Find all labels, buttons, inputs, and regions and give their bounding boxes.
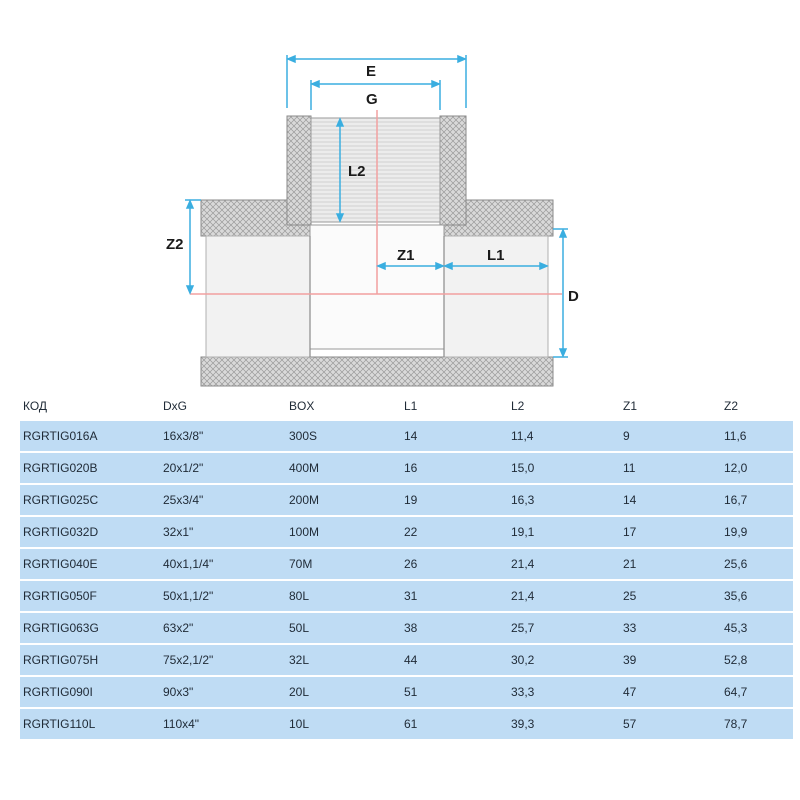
cell-dxg: 25x3/4" xyxy=(163,483,289,515)
cell-l1: 38 xyxy=(404,611,511,643)
header-l2: L2 xyxy=(511,393,623,419)
cell-dxg: 32x1" xyxy=(163,515,289,547)
label-e: E xyxy=(366,63,377,80)
cell-dxg: 16x3/8" xyxy=(163,419,289,451)
cell-z2: 64,7 xyxy=(724,675,793,707)
cell-z2: 12,0 xyxy=(724,451,793,483)
cell-l1: 51 xyxy=(404,675,511,707)
cell-l1: 31 xyxy=(404,579,511,611)
cell-box: 70M xyxy=(289,547,404,579)
cell-code: RGRTIG020B xyxy=(20,451,163,483)
table-row xyxy=(20,707,793,739)
cell-l2: 19,1 xyxy=(511,515,623,547)
cell-z1: 21 xyxy=(623,547,724,579)
cell-box: 300S xyxy=(289,419,404,451)
cell-dxg: 50x1,1/2" xyxy=(163,579,289,611)
spec-table xyxy=(20,393,793,739)
cell-l2: 25,7 xyxy=(511,611,623,643)
cell-code: RGRTIG040E xyxy=(20,547,163,579)
cell-box: 10L xyxy=(289,707,404,739)
cell-dxg: 20x1/2" xyxy=(163,451,289,483)
cell-box: 200M xyxy=(289,483,404,515)
table-row xyxy=(20,611,793,643)
cell-l1: 19 xyxy=(404,483,511,515)
cell-l1: 44 xyxy=(404,643,511,675)
cell-l2: 11,4 xyxy=(511,419,623,451)
cell-z2: 45,3 xyxy=(724,611,793,643)
cell-box: 100M xyxy=(289,515,404,547)
cell-box: 80L xyxy=(289,579,404,611)
label-z2: Z2 xyxy=(166,236,184,253)
table-row xyxy=(20,515,793,547)
cell-box: 32L xyxy=(289,643,404,675)
branch-wall-left xyxy=(287,116,311,225)
label-z1: Z1 xyxy=(397,247,415,264)
table-row xyxy=(20,419,793,451)
label-l1: L1 xyxy=(487,247,505,264)
cell-z2: 25,6 xyxy=(724,547,793,579)
table-row xyxy=(20,451,793,483)
cell-code: RGRTIG075H xyxy=(20,643,163,675)
cell-z1: 25 xyxy=(623,579,724,611)
table-row xyxy=(20,675,793,707)
cell-z2: 52,8 xyxy=(724,643,793,675)
cell-dxg: 90x3" xyxy=(163,675,289,707)
table-row xyxy=(20,483,793,515)
cell-z2: 11,6 xyxy=(724,419,793,451)
header-z2: Z2 xyxy=(724,393,793,419)
cell-box: 20L xyxy=(289,675,404,707)
cell-z2: 35,6 xyxy=(724,579,793,611)
label-g: G xyxy=(366,91,378,108)
header-z1: Z1 xyxy=(623,393,724,419)
cell-l1: 22 xyxy=(404,515,511,547)
cell-z1: 14 xyxy=(623,483,724,515)
cell-dxg: 63x2" xyxy=(163,611,289,643)
cell-z2: 16,7 xyxy=(724,483,793,515)
cell-z1: 39 xyxy=(623,643,724,675)
cell-l2: 39,3 xyxy=(511,707,623,739)
cell-dxg: 75x2,1/2" xyxy=(163,643,289,675)
dimension-z2 xyxy=(185,200,201,293)
table-row xyxy=(20,643,793,675)
cell-box: 50L xyxy=(289,611,404,643)
branch-wall-right xyxy=(440,116,466,225)
header-code: КОД xyxy=(20,393,163,419)
cell-dxg: 40x1,1/4" xyxy=(163,547,289,579)
cell-z1: 33 xyxy=(623,611,724,643)
cell-code: RGRTIG016A xyxy=(20,419,163,451)
threaded-bore xyxy=(311,118,440,222)
cell-z2: 19,9 xyxy=(724,515,793,547)
cell-z1: 47 xyxy=(623,675,724,707)
tee-fitting-drawing xyxy=(0,0,800,392)
cell-box: 400M xyxy=(289,451,404,483)
cell-code: RGRTIG032D xyxy=(20,515,163,547)
cell-l2: 21,4 xyxy=(511,579,623,611)
header-dxg: DxG xyxy=(163,393,289,419)
cell-code: RGRTIG025C xyxy=(20,483,163,515)
cell-l1: 16 xyxy=(404,451,511,483)
label-d: D xyxy=(568,288,579,305)
cell-l2: 21,4 xyxy=(511,547,623,579)
cell-z1: 11 xyxy=(623,451,724,483)
cell-code: RGRTIG110L xyxy=(20,707,163,739)
cell-l2: 33,3 xyxy=(511,675,623,707)
dimension-d xyxy=(553,229,568,357)
cell-l1: 14 xyxy=(404,419,511,451)
cell-l1: 26 xyxy=(404,547,511,579)
table-row xyxy=(20,547,793,579)
run-bore-left xyxy=(206,236,310,357)
header-box: BOX xyxy=(289,393,404,419)
cell-code: RGRTIG050F xyxy=(20,579,163,611)
cell-code: RGRTIG063G xyxy=(20,611,163,643)
run-wall-bottom xyxy=(201,357,553,386)
cell-l2: 15,0 xyxy=(511,451,623,483)
label-l2: L2 xyxy=(348,163,366,180)
cell-z1: 57 xyxy=(623,707,724,739)
header-l1: L1 xyxy=(404,393,511,419)
table-row xyxy=(20,579,793,611)
cell-z2: 78,7 xyxy=(724,707,793,739)
cell-code: RGRTIG090I xyxy=(20,675,163,707)
cell-z1: 9 xyxy=(623,419,724,451)
cell-l1: 61 xyxy=(404,707,511,739)
cell-dxg: 110x4" xyxy=(163,707,289,739)
cell-l2: 16,3 xyxy=(511,483,623,515)
cell-z1: 17 xyxy=(623,515,724,547)
table-header-row xyxy=(20,393,793,419)
cell-l2: 30,2 xyxy=(511,643,623,675)
